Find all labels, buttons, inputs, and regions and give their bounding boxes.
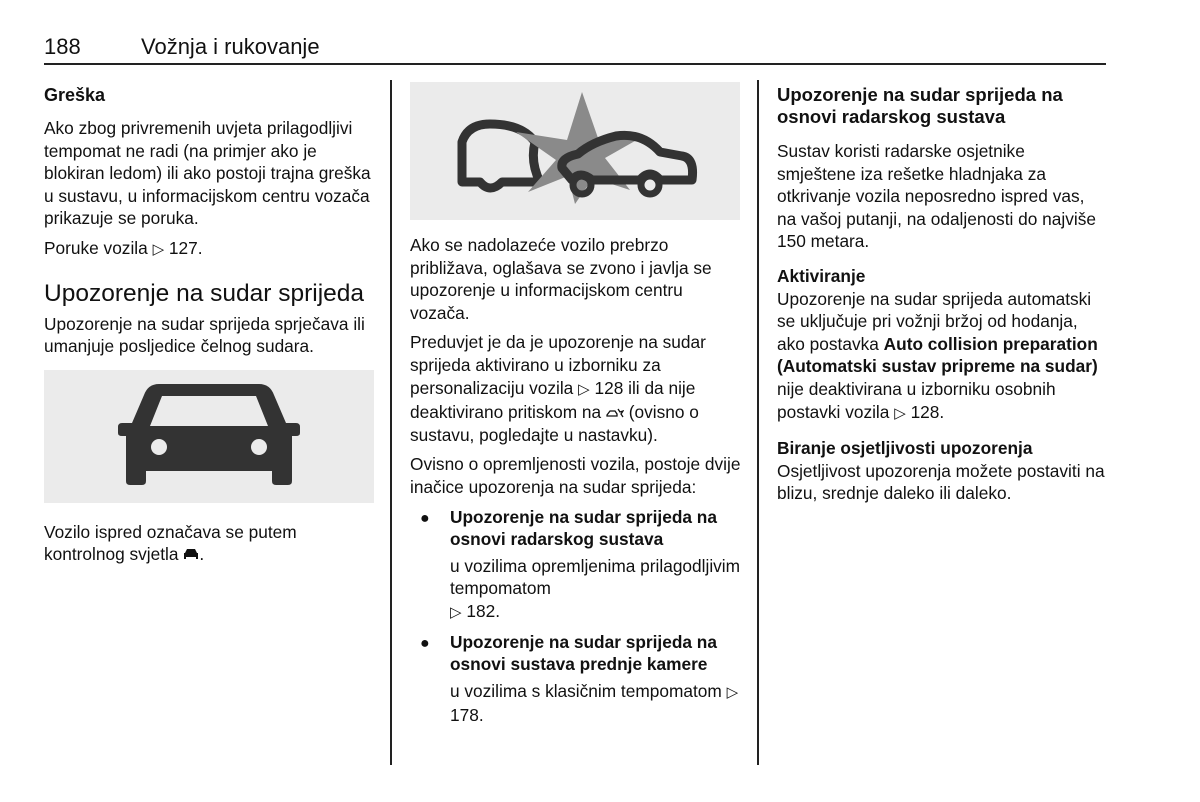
messages-reference (44, 237, 378, 262)
activation-heading: Aktiviranje (777, 265, 866, 286)
error-text: Ako zbog privremenih uvjeta prilagodljivi tempomat ne radi (na primjer ako je blokiran ledom) ili ako postoji trajna greška u sustavu, u informacijskom centru vozača prikazuje se poruka. (44, 118, 371, 229)
approach-text: Ako se nadolazeće vozilo prebrzo približava, oglašava se zvono i javlja se upozorenje u informacijskom centru vozača. (410, 235, 712, 323)
precondition-a: Preduvjet je da je upozorenje na sudar sprijeda aktivirano u izborniku za personalizaciju vozila (410, 332, 706, 398)
precondition-text (410, 331, 742, 446)
bullet-ref: 178. (450, 705, 484, 726)
section-title: Upozorenje na sudar sprijeda (44, 279, 365, 307)
car-indicator-icon (183, 548, 199, 561)
arrow-ref-icon: ▷ (726, 683, 739, 701)
page-header (44, 34, 1106, 66)
bullet-title: Upozorenje na sudar sprijeda na osnovi radarskog sustava (450, 506, 717, 550)
arrow-ref-icon: ▷ (578, 380, 590, 398)
sensitivity-text: Osjetljivost upozorenja možete postaviti na blizu, srednje daleko ili daleko. (777, 460, 1105, 504)
indicator-label: Vozilo ispred označava se putem kontrolnog svjetla (44, 521, 297, 565)
precondition-c: (ovisno o sustavu, pogledajte u nastavku). (410, 402, 699, 445)
list-item (410, 631, 742, 727)
indicator-end: . (199, 544, 205, 565)
activation-setting: Auto collision preparation (Automatski sustav pripreme na sudar) (777, 333, 1098, 377)
bullet-text (450, 555, 742, 625)
column-divider-2 (757, 80, 759, 765)
bullet-icon: ● (420, 509, 430, 527)
section-intro: Upozorenje na sudar sprijeda sprječava ili umanjuje posljedice čelnog sudara. (44, 313, 365, 357)
arrow-ref-icon: ▷ (894, 404, 906, 422)
column-1 (44, 84, 378, 573)
bullet-body: u vozilima s klasičnim tempomatom (450, 680, 722, 701)
car-front-icon (44, 370, 374, 503)
messages-label: Poruke vozila (44, 237, 148, 258)
list-item (410, 506, 742, 625)
car-front-figure (44, 370, 374, 503)
variants-intro: Ovisno o opremljenosti vozila, postoje dvije inačice upozorenja na sudar sprijeda: (410, 454, 741, 497)
precondition-b: ili da nije deaktivirano pritiskom na (410, 377, 696, 423)
messages-ref: 127. (168, 237, 203, 258)
page-number: 188 (44, 34, 81, 59)
bullet-title: Upozorenje na sudar sprijeda na osnovi sustava prednje kamere (450, 631, 717, 675)
precondition-ref: 128 (594, 377, 624, 398)
indicator-text (44, 521, 378, 566)
sensitivity-heading: Biranje osjetljivosti upozorenja (777, 438, 1033, 459)
variants-list (410, 506, 742, 727)
activation-ref: 128. (910, 401, 945, 422)
arrow-ref-icon: ▷ (152, 240, 165, 258)
collision-figure (410, 82, 740, 220)
collision-button-icon (606, 406, 624, 419)
column-divider-1 (390, 80, 392, 765)
column-2 (410, 84, 742, 733)
radar-text: Sustav koristi radarske osjetnike smještene iza rešetke hladnjaka za otkrivanje vozila neposredno ispred vas, na vašoj putanji, na odaljenosti do najviše 150 metara. (777, 141, 1096, 252)
bullet-ref: 182. (466, 600, 500, 621)
header-rule (44, 63, 1106, 65)
arrow-ref-icon: ▷ (450, 603, 462, 621)
error-heading: Greška (44, 85, 106, 105)
collision-icon (410, 82, 740, 220)
column-3 (777, 84, 1107, 512)
activation-b: nije deaktivirana u izborniku osobnih postavki vozila (777, 378, 1056, 422)
bullet-text (450, 680, 742, 727)
radar-title: Upozorenje na sudar sprijeda na osnovi radarskog sustava (777, 84, 1063, 127)
chapter-title: Vožnja i rukovanje (141, 34, 320, 59)
activation-text (777, 288, 1107, 426)
bullet-body: u vozilima opremljenima prilagodljivim tempomatom (450, 555, 741, 599)
bullet-icon: ● (420, 634, 430, 652)
activation-a: Upozorenje na sudar sprijeda automatski se uključuje pri vožnji bržoj od hodanja, ako postavka (777, 288, 1092, 354)
